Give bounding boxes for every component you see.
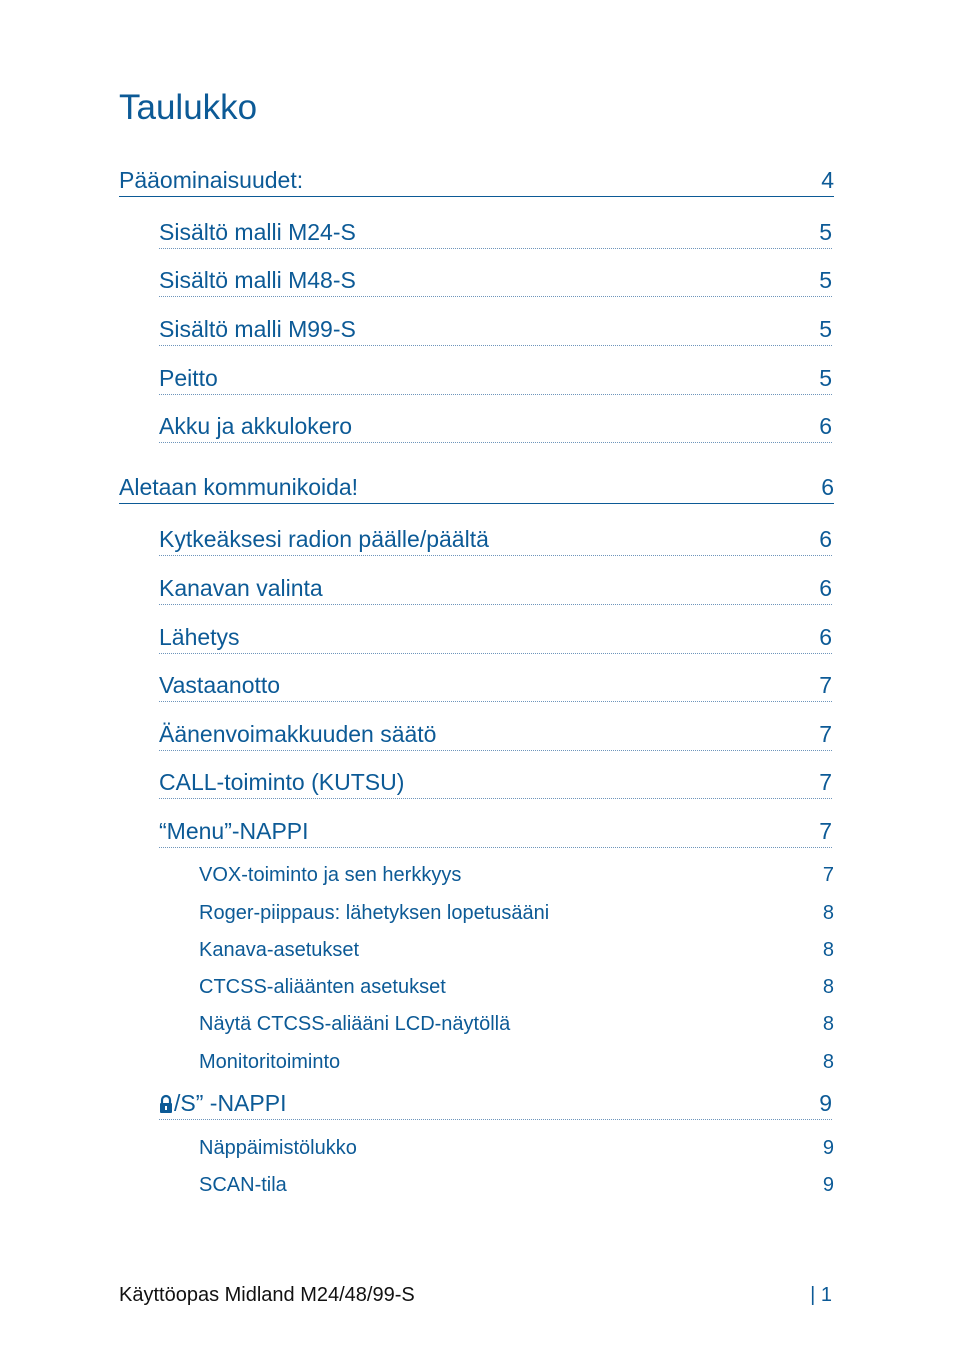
toc-entry-nappaimistolukko[interactable] — [199, 1133, 834, 1161]
toc-label: Sisältö malli M99-S — [159, 316, 356, 342]
page-title: Taulukko — [119, 88, 258, 127]
toc-label: Vastaanotto — [159, 672, 281, 698]
toc-entry-paaominaisuudet[interactable] — [119, 163, 834, 197]
toc-page-number: 7 — [819, 672, 832, 698]
lock-icon — [159, 1094, 173, 1114]
toc-label: Äänenvoimakkuuden säätö — [159, 721, 437, 747]
toc-label: CALL-toiminto (KUTSU) — [159, 769, 405, 795]
toc-page-number: 8 — [822, 939, 834, 961]
toc-page-number: 4 — [821, 167, 834, 193]
toc-entry-roger[interactable] — [199, 898, 834, 926]
toc-entry-sisalto-m99[interactable] — [159, 312, 832, 346]
toc-entry-sisalto-m48[interactable] — [159, 263, 832, 297]
toc-label: CTCSS-aliäänten asetukset — [199, 976, 446, 998]
toc-entry-kanava-asetukset[interactable] — [199, 935, 834, 963]
toc-label: Sisältö malli M24-S — [159, 219, 356, 245]
toc-label: Akku ja akkulokero — [159, 413, 353, 439]
toc-entry-lock-s-nappi[interactable] — [159, 1086, 832, 1120]
toc-entry-monitoritoiminto[interactable] — [199, 1047, 834, 1075]
toc-label: Kanavan valinta — [159, 575, 323, 601]
toc-label: Lähetys — [159, 624, 240, 650]
toc-page-number: 8 — [822, 1013, 834, 1035]
toc-label: Aletaan kommunikoida! — [119, 474, 359, 500]
toc-label: Näytä CTCSS-aliääni LCD-näytöllä — [199, 1013, 511, 1035]
toc-page-number: 9 — [822, 1137, 834, 1159]
toc-entry-scan-tila[interactable] — [199, 1170, 834, 1198]
toc-entry-sisalto-m24[interactable] — [159, 215, 832, 249]
toc-label: SCAN-tila — [199, 1174, 287, 1196]
toc-entry-vastaanotto[interactable] — [159, 668, 832, 702]
toc-label: Pääominaisuudet: — [119, 167, 304, 193]
toc-entry-menu-nappi[interactable] — [159, 814, 832, 848]
toc-page-number: 5 — [819, 219, 832, 245]
toc-entry-ctcss-lcd[interactable] — [199, 1009, 834, 1037]
toc-entry-lahetys[interactable] — [159, 620, 832, 654]
toc-page-number: 7 — [819, 818, 832, 844]
toc-page-number: 6 — [819, 413, 832, 439]
toc-page-number: 5 — [819, 316, 832, 342]
toc-page-number: 9 — [822, 1174, 834, 1196]
toc-label: Peitto — [159, 365, 218, 391]
toc-label: /S” -NAPPI — [174, 1090, 287, 1116]
footer-document-title: Käyttöopas Midland M24/48/99-S — [119, 1284, 415, 1306]
toc-entry-ctcss-asetukset[interactable] — [199, 972, 834, 1000]
toc-page-number: 6 — [819, 624, 832, 650]
toc-entry-aanenvoimakkuus[interactable] — [159, 717, 832, 751]
toc-page-number: 8 — [822, 1051, 834, 1073]
toc-page-number: 6 — [821, 474, 834, 500]
toc-label: Roger-piippaus: lähetyksen lopetusääni — [199, 902, 550, 924]
toc-label: Näppäimistölukko — [199, 1137, 357, 1159]
footer-page-number: | 1 — [810, 1284, 832, 1306]
toc-page-number: 6 — [819, 526, 832, 552]
toc-page-number: 6 — [819, 575, 832, 601]
toc-label: Kytkeäksesi radion päälle/päältä — [159, 526, 489, 552]
toc-label: Sisältö malli M48-S — [159, 267, 356, 293]
toc-label: Monitoritoiminto — [199, 1051, 341, 1073]
toc-entry-kanavan-valinta[interactable] — [159, 571, 832, 605]
toc-label: “Menu”-NAPPI — [159, 818, 309, 844]
toc-page-number: 7 — [819, 769, 832, 795]
toc-page-number: 8 — [822, 976, 834, 998]
toc-entry-vox[interactable] — [199, 860, 834, 888]
toc-page-number: 9 — [819, 1090, 832, 1116]
toc-page-number: 7 — [822, 864, 834, 886]
toc-page-number: 7 — [819, 721, 832, 747]
toc-entry-peitto[interactable] — [159, 361, 832, 395]
toc-label: VOX-toiminto ja sen herkkyys — [199, 864, 462, 886]
toc-entry-call-toiminto[interactable] — [159, 765, 832, 799]
toc-page-number: 5 — [819, 267, 832, 293]
toc-entry-aletaan-kommunikoida[interactable] — [119, 470, 834, 504]
toc-entry-akku[interactable] — [159, 409, 832, 443]
toc-page-number: 5 — [819, 365, 832, 391]
toc-label: Kanava-asetukset — [199, 939, 360, 961]
toc-page-number: 8 — [822, 902, 834, 924]
toc-entry-kytkeaksesi[interactable] — [159, 522, 832, 556]
